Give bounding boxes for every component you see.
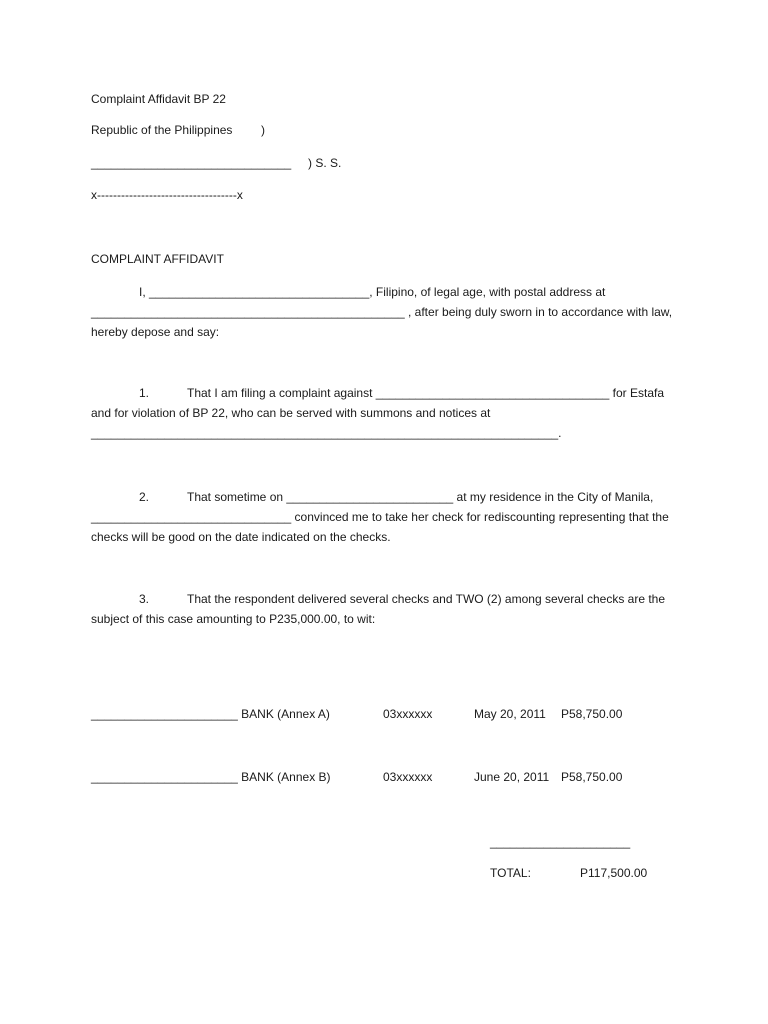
venue-republic: Republic of the Philippines [91, 123, 233, 137]
paragraph-2-text: That sometime on _________________________ at my residence in the City of Manila, ______________________________ convinced me to take her check for rediscounting representing that the checks will be good on the date indicated on the checks. [91, 490, 669, 544]
check-row-a-date: May 20, 2011 [474, 707, 546, 721]
paragraph-2 [91, 487, 681, 547]
paragraph-1 [91, 383, 681, 443]
document-title: COMPLAINT AFFIDAVIT [91, 252, 224, 266]
document-heading: Complaint Affidavit BP 22 [91, 92, 226, 106]
paragraph-3-number: 3. [139, 592, 150, 606]
check-row-b-bank: ______________________ BANK (Annex B) [91, 770, 331, 784]
total-value: P117,500.00 [580, 866, 648, 880]
paragraph-3 [91, 589, 681, 629]
check-row-b-number: 03xxxxxx [383, 770, 433, 784]
check-row-b-amount: P58,750.00 [561, 770, 623, 784]
check-row-b-date: June 20, 2011 [474, 770, 550, 784]
total-label: TOTAL: [490, 866, 531, 880]
intro-paragraph [91, 282, 681, 342]
intro-text: I, _________________________________, Filipino, of legal age, with postal address at _______________________________________________ , after being duly sworn in to accordance with law, hereby depose and say: [91, 285, 673, 339]
venue-city-blank: ______________________________ [91, 156, 292, 170]
paragraph-1-number: 1. [139, 386, 150, 400]
check-row-a-bank: ______________________ BANK (Annex A) [91, 707, 330, 721]
check-row-a-amount: P58,750.00 [561, 707, 623, 721]
venue-divider: x-----------------------------------x [91, 188, 243, 202]
venue-paren: ) [261, 123, 265, 137]
venue-ss: ) S. S. [308, 156, 342, 170]
paragraph-3-text: That the respondent delivered several checks and TWO (2) among several checks are the subject of this case amounting to P235,000.00, to wit: [91, 592, 666, 626]
paragraph-2-number: 2. [139, 490, 150, 504]
paragraph-1-text: That I am filing a complaint against ___________________________________ for Estafa and for violation of BP 22, who can be served with summons and notices at ______________________________________________________________________. [91, 386, 665, 440]
check-row-a-number: 03xxxxxx [383, 707, 433, 721]
total-rule: _____________________ [490, 835, 631, 849]
